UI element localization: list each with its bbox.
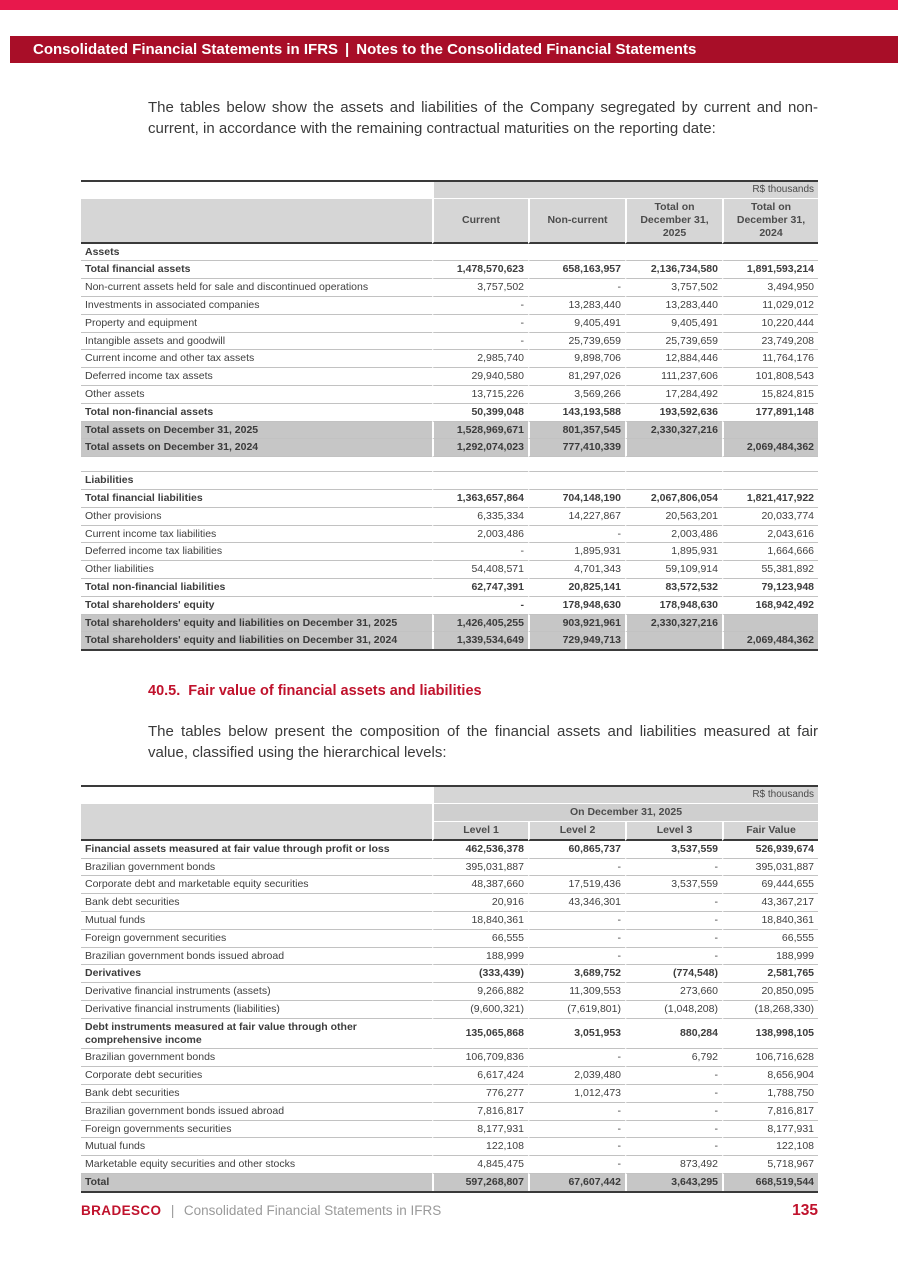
table-row [81,930,818,948]
cell-value: 29,940,580 [432,368,528,386]
cell-value: 138,998,105 [722,1019,818,1050]
cell-value: 1,339,534,649 [432,632,528,649]
cell-value: 135,065,868 [432,1019,528,1050]
table-row [81,859,818,877]
table-row [81,472,818,490]
section-heading [148,683,482,699]
fair-value-table [81,785,818,1193]
row-label: Derivatives [81,965,432,983]
cell-value: 880,284 [625,1019,722,1050]
cell-value: 3,569,266 [528,386,625,404]
cell-value: 43,346,301 [528,894,625,912]
cell-value: - [625,1085,722,1103]
table-row [81,615,818,633]
cell-value: (1,048,208) [625,1001,722,1019]
cell-value: 6,335,334 [432,508,528,526]
table-row [81,368,818,386]
cell-value [528,472,625,490]
row-label: Investments in associated companies [81,297,432,315]
table-row [81,350,818,368]
cell-value [722,457,818,472]
cell-value: 597,268,807 [432,1174,528,1191]
row-label: Total non-financial liabilities [81,579,432,597]
row-label: Total [81,1174,432,1191]
row-label: Total financial assets [81,261,432,279]
cell-value: 9,405,491 [528,315,625,333]
cell-value: 20,825,141 [528,579,625,597]
cell-value: 395,031,887 [432,859,528,877]
cell-value: 6,617,424 [432,1067,528,1085]
cell-value: 188,999 [432,948,528,966]
cell-value: 3,537,559 [625,841,722,859]
cell-value: 20,850,095 [722,983,818,1001]
page-number: 135 [792,1202,818,1219]
cell-value: 188,999 [722,948,818,966]
cell-value: 43,367,217 [722,894,818,912]
row-label: Bank debt securities [81,1085,432,1103]
cell-value: - [625,859,722,877]
table-row [81,965,818,983]
cell-value: 2,985,740 [432,350,528,368]
cell-value: 1,478,570,623 [432,261,528,279]
table-row [81,244,818,262]
cell-value: 62,747,391 [432,579,528,597]
cell-value: 178,948,630 [528,597,625,615]
cell-value: 2,043,616 [722,526,818,544]
row-label: Total shareholders' equity and liabilities on December 31, 2024 [81,632,432,649]
cell-value: - [528,1121,625,1139]
table-row [81,543,818,561]
units-row-spacer [81,787,432,804]
cell-value: 2,067,806,054 [625,490,722,508]
cell-value: 66,555 [432,930,528,948]
row-label: Intangible assets and goodwill [81,333,432,351]
row-label: Non-current assets held for sale and discontinued operations [81,279,432,297]
row-label: Derivative financial instruments (liabilities) [81,1001,432,1019]
cell-value: 3,643,295 [625,1174,722,1191]
intro-paragraph: The tables below show the assets and liabilities of the Company segregated by current and non-current, in accordance with the remaining contractual maturities on the reporting date: [148,99,818,137]
cell-value: 25,739,659 [625,333,722,351]
cell-value: 83,572,532 [625,579,722,597]
row-label: Corporate debt and marketable equity securities [81,876,432,894]
top-accent-strip [0,0,898,10]
row-label: Total assets on December 31, 2025 [81,422,432,440]
cell-value: (333,439) [432,965,528,983]
cell-value: - [432,597,528,615]
cell-value: 1,363,657,864 [432,490,528,508]
cell-value: 15,824,815 [722,386,818,404]
cell-value: - [625,1138,722,1156]
table-row [81,561,818,579]
cell-value: 3,494,950 [722,279,818,297]
table-row [81,579,818,597]
cell-value: 801,357,545 [528,422,625,440]
row-label: Assets [81,244,432,262]
cell-value: 14,227,867 [528,508,625,526]
row-label: Other assets [81,386,432,404]
cell-value: 13,283,440 [528,297,625,315]
cell-value: 143,193,588 [528,404,625,422]
cell-value: - [528,912,625,930]
cell-value: 10,220,444 [722,315,818,333]
banner-divider: | [345,41,350,58]
row-label: Mutual funds [81,912,432,930]
cell-value: 13,283,440 [625,297,722,315]
cell-value: 8,656,904 [722,1067,818,1085]
cell-value: 48,387,660 [432,876,528,894]
section-number: 40.5. [148,683,181,699]
banner-title-left: Consolidated Financial Statements in IFRS [33,41,339,58]
section-title: Fair value of financial assets and liabilities [188,683,482,699]
row-label: Brazilian government bonds [81,859,432,877]
cell-value: 50,399,048 [432,404,528,422]
row-label: Liabilities [81,472,432,490]
table-row [81,526,818,544]
table-row [81,279,818,297]
cell-value: 122,108 [432,1138,528,1156]
column-header-level3: Level 3 [625,822,722,841]
cell-value [625,244,722,262]
page-footer [81,1202,818,1220]
cell-value: 1,426,405,255 [432,615,528,633]
cell-value: - [432,297,528,315]
cell-value: 2,069,484,362 [722,439,818,457]
table-row [81,1103,818,1121]
cell-value: 59,109,914 [625,561,722,579]
cell-value [528,457,625,472]
column-header-fair-value: Fair Value [722,822,818,841]
cell-value: 526,939,674 [722,841,818,859]
table-row [81,841,818,859]
cell-value [722,472,818,490]
cell-value: 8,177,931 [432,1121,528,1139]
cell-value: 3,051,953 [528,1019,625,1050]
fair-value-paragraph: The tables below present the composition of the financial assets and liabilities measured at fair value, classified using the hierarchical levels: [148,723,818,761]
cell-value: 2,039,480 [528,1067,625,1085]
cell-value: - [432,333,528,351]
cell-value: 1,664,666 [722,543,818,561]
cell-value [432,244,528,262]
cell-value: 54,408,571 [432,561,528,579]
table-row [81,297,818,315]
cell-value: 11,029,012 [722,297,818,315]
row-label: Current income tax liabilities [81,526,432,544]
cell-value: 6,792 [625,1049,722,1067]
cell-value: 273,660 [625,983,722,1001]
table-row [81,457,818,472]
group-header-row [81,804,818,822]
column-header-total-2025: Total on December 31, 2025 [625,199,722,243]
table-row [81,1121,818,1139]
row-label: Deferred income tax assets [81,368,432,386]
cell-value: 1,895,931 [625,543,722,561]
cell-value: 8,177,931 [722,1121,818,1139]
cell-value: 776,277 [432,1085,528,1103]
table-row [81,333,818,351]
row-label: Corporate debt securities [81,1067,432,1085]
cell-value: 79,123,948 [722,579,818,597]
table-row [81,1138,818,1156]
cell-value: 777,410,339 [528,439,625,457]
cell-value: 3,757,502 [432,279,528,297]
cell-value [722,422,818,440]
table-row [81,508,818,526]
table-row [81,1085,818,1103]
cell-value: 2,136,734,580 [625,261,722,279]
row-label: Marketable equity securities and other stocks [81,1156,432,1174]
cell-value: - [528,526,625,544]
cell-value: 81,297,026 [528,368,625,386]
row-label: Debt instruments measured at fair value through other comprehensive income [81,1019,432,1050]
row-label: Other provisions [81,508,432,526]
cell-value: 2,003,486 [432,526,528,544]
cell-value: 2,330,327,216 [625,615,722,633]
cell-value: 2,069,484,362 [722,632,818,649]
units-row [81,787,818,804]
cell-value: 60,865,737 [528,841,625,859]
cell-value: 3,537,559 [625,876,722,894]
column-header-total-2024: Total on December 31, 2024 [722,199,818,243]
cell-value: 1,012,473 [528,1085,625,1103]
table-row [81,490,818,508]
cell-value [432,457,528,472]
cell-value: 9,898,706 [528,350,625,368]
brand-logo-text: BRADESCO [81,1203,162,1218]
cell-value: 55,381,892 [722,561,818,579]
cell-value: 12,884,446 [625,350,722,368]
label-column-header [81,199,432,243]
row-label: Current income and other tax assets [81,350,432,368]
cell-value: 20,916 [432,894,528,912]
cell-value: - [528,1156,625,1174]
row-label: Bank debt securities [81,894,432,912]
cell-value: 9,405,491 [625,315,722,333]
cell-value: 7,816,817 [722,1103,818,1121]
row-label: Derivative financial instruments (assets) [81,983,432,1001]
cell-value: (18,268,330) [722,1001,818,1019]
table-row [81,1049,818,1067]
row-label: Total non-financial assets [81,404,432,422]
cell-value: 106,716,628 [722,1049,818,1067]
cell-value: 395,031,887 [722,859,818,877]
cell-value: 1,788,750 [722,1085,818,1103]
row-label: Total shareholders' equity and liabilities on December 31, 2025 [81,615,432,633]
cell-value: 4,701,343 [528,561,625,579]
footer-left [81,1202,441,1220]
row-label: Brazilian government bonds [81,1049,432,1067]
cell-value: 668,519,544 [722,1174,818,1191]
cell-value: (774,548) [625,965,722,983]
cell-value [528,244,625,262]
cell-value: - [625,948,722,966]
column-header-row [81,199,818,243]
cell-value: 122,108 [722,1138,818,1156]
current-noncurrent-table [81,180,818,651]
row-label: Total shareholders' equity [81,597,432,615]
cell-value: 101,808,543 [722,368,818,386]
cell-value: 67,607,442 [528,1174,625,1191]
column-header-level1: Level 1 [432,822,528,841]
cell-value: 13,715,226 [432,386,528,404]
cell-value: 20,563,201 [625,508,722,526]
cell-value: - [625,1067,722,1085]
banner-title-right: Notes to the Consolidated Financial Statements [356,41,697,58]
cell-value: 1,292,074,023 [432,439,528,457]
units-label: R$ thousands [432,787,818,804]
cell-value: 4,845,475 [432,1156,528,1174]
table-row [81,1156,818,1174]
table-row [81,597,818,615]
row-label: Property and equipment [81,315,432,333]
cell-value: - [432,315,528,333]
row-label: Deferred income tax liabilities [81,543,432,561]
cell-value: 2,330,327,216 [625,422,722,440]
cell-value: - [528,1138,625,1156]
cell-value: 106,709,836 [432,1049,528,1067]
cell-value [722,244,818,262]
cell-value [432,472,528,490]
row-label: Total assets on December 31, 2024 [81,439,432,457]
cell-value [625,632,722,649]
row-label: Mutual funds [81,1138,432,1156]
table-row [81,1001,818,1019]
row-label: Foreign governments securities [81,1121,432,1139]
cell-value: - [528,930,625,948]
row-label: Other liabilities [81,561,432,579]
cell-value: 18,840,361 [432,912,528,930]
cell-value: 18,840,361 [722,912,818,930]
cell-value: 20,033,774 [722,508,818,526]
cell-value: 903,921,961 [528,615,625,633]
row-label: Total financial liabilities [81,490,432,508]
row-label: Brazilian government bonds issued abroad [81,1103,432,1121]
cell-value [625,439,722,457]
table-row [81,912,818,930]
cell-value [625,472,722,490]
table-row [81,422,818,440]
cell-value: 729,949,713 [528,632,625,649]
label-column-header [81,804,432,841]
cell-value: - [528,859,625,877]
cell-value: 658,163,957 [528,261,625,279]
cell-value: (7,619,801) [528,1001,625,1019]
units-row [81,182,818,199]
cell-value: 11,309,553 [528,983,625,1001]
units-row-spacer [81,182,432,199]
row-label: Foreign government securities [81,930,432,948]
cell-value: 1,528,969,671 [432,422,528,440]
cell-value: 1,891,593,214 [722,261,818,279]
row-label: Brazilian government bonds issued abroad [81,948,432,966]
cell-value: (9,600,321) [432,1001,528,1019]
footer-divider: | [170,1203,175,1218]
cell-value: 5,718,967 [722,1156,818,1174]
cell-value: 69,444,655 [722,876,818,894]
table-row [81,386,818,404]
table-row [81,632,818,649]
cell-value: 168,942,492 [722,597,818,615]
cell-value: - [528,948,625,966]
cell-value: 193,592,636 [625,404,722,422]
cell-value [625,457,722,472]
cell-value: 17,519,436 [528,876,625,894]
table-row [81,983,818,1001]
cell-value: 2,581,765 [722,965,818,983]
cell-value: 7,816,817 [432,1103,528,1121]
cell-value: 177,891,148 [722,404,818,422]
cell-value: 66,555 [722,930,818,948]
cell-value: - [528,1103,625,1121]
row-label [81,457,432,472]
cell-value: 111,237,606 [625,368,722,386]
table-row [81,894,818,912]
table-row [81,315,818,333]
column-header-level2: Level 2 [528,822,625,841]
footer-label: Consolidated Financial Statements in IFRS [183,1203,442,1218]
table-row [81,1174,818,1191]
cell-value: 1,895,931 [528,543,625,561]
cell-value [722,615,818,633]
column-header-current: Current [432,199,528,243]
table-row [81,404,818,422]
table-row [81,1067,818,1085]
cell-value: 11,764,176 [722,350,818,368]
table-row [81,1019,818,1050]
cell-value: 23,749,208 [722,333,818,351]
column-header-noncurrent: Non-current [528,199,625,243]
cell-value: 2,003,486 [625,526,722,544]
cell-value: 704,148,190 [528,490,625,508]
table-row [81,948,818,966]
cell-value: 462,536,378 [432,841,528,859]
units-label: R$ thousands [432,182,818,199]
table-row [81,439,818,457]
table-row [81,876,818,894]
cell-value: 3,689,752 [528,965,625,983]
cell-value: - [528,1049,625,1067]
cell-value: 873,492 [625,1156,722,1174]
table-row [81,261,818,279]
cell-value: 178,948,630 [625,597,722,615]
chapter-banner [10,36,898,63]
row-label: Financial assets measured at fair value through profit or loss [81,841,432,859]
cell-value: - [528,279,625,297]
cell-value: - [625,1121,722,1139]
cell-value: 9,266,882 [432,983,528,1001]
cell-value: - [432,543,528,561]
cell-value: 17,284,492 [625,386,722,404]
cell-value: 25,739,659 [528,333,625,351]
cell-value: 1,821,417,922 [722,490,818,508]
cell-value: - [625,1103,722,1121]
cell-value: - [625,930,722,948]
cell-value: - [625,894,722,912]
cell-value: - [625,912,722,930]
group-header-date: On December 31, 2025 [432,804,818,822]
cell-value: 3,757,502 [625,279,722,297]
